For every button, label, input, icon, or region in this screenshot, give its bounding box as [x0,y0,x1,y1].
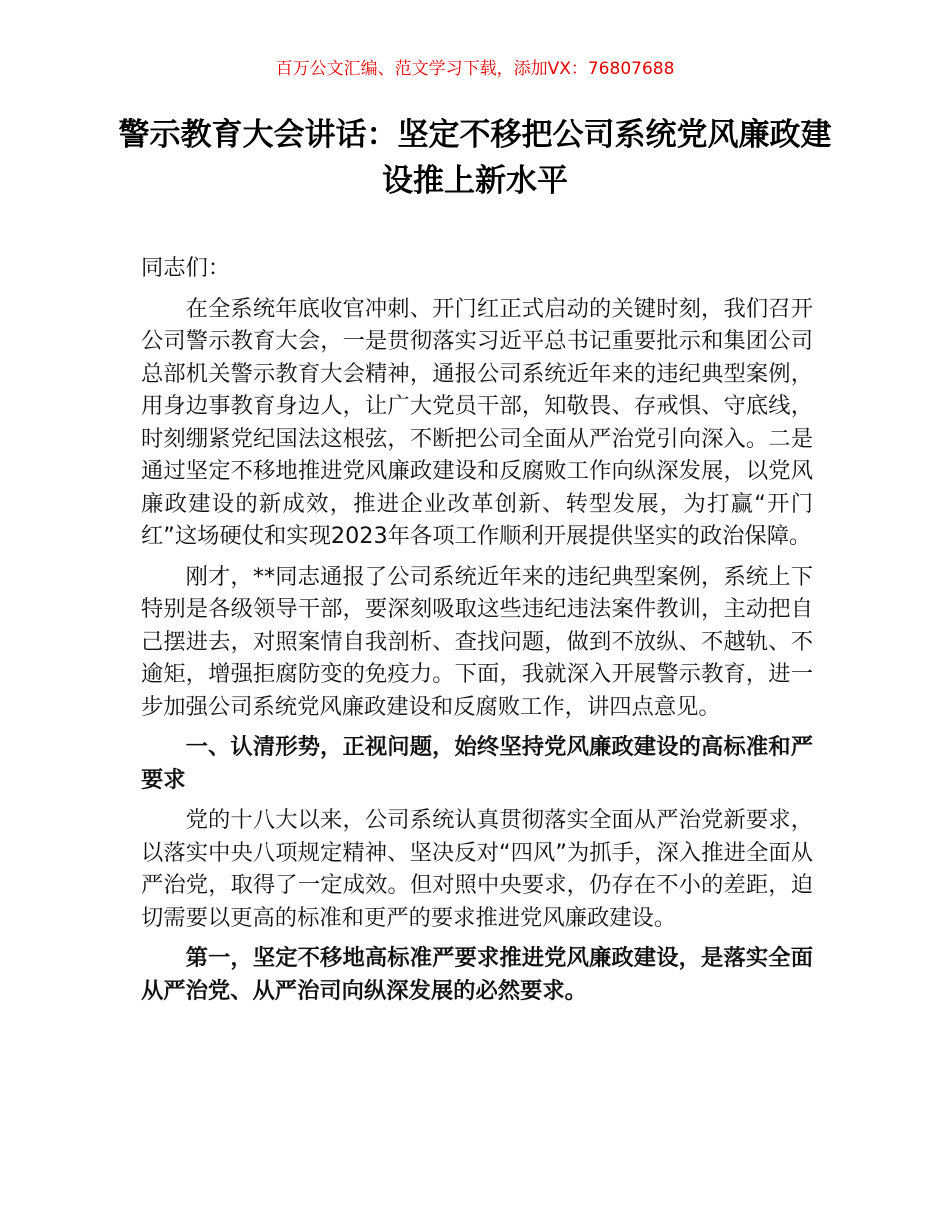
subheading-first: 第一，坚定不移地高标准严要求推进党风廉政建设，是落实全面从严治党、从严治司向纵深发展的必然要求。 [141,945,813,1004]
watermark-banner: 百万公文汇编、范文学习下载，添加VX：76807688 [275,59,675,79]
document-title: 警示教育大会讲话：坚定不移把公司系统党风廉政建设推上新水平 [118,117,832,199]
salutation: 同志们： [141,255,231,281]
section-heading-1: 一、认清形势，正视问题，始终坚持党风廉政建设的高标准和严要求 [141,734,813,793]
paragraph-intro: 在全系统年底收官冲刺、开门红正式启动的关键时刻，我们召开公司警示教育大会，一是贯彻落实习近平总书记重要批示和集团公司总部机关警示教育大会精神，通报公司系统近年来的违纪典型案例，用身边事教育身边人，让广大党员干部，知敬畏、存戒惧、守底线，时刻绷紧党纪国法这根弦，不断把公司全面从严治党引向深入。二是通过坚定不移地推进党风廉政建设和反腐败工作向纵深发展，以党风廉政建设的新成效，推进企业改革创新、转型发展，为打赢“开门红”这场硬仗和实现2023年各项工作顺利开展提供坚实的政治保障。 [141,295,813,549]
document-body [141,252,813,1015]
paragraph-case-report: 刚才，**同志通报了公司系统近年来的违纪典型案例，系统上下特别是各级领导干部，要深刻吸取这些违纪违法案件教训，主动把自己摆进去，对照案情自我剖析、查找问题，做到不放纵、不越轨、不逾矩，增强拒腐防变的免疫力。下面，我就深入开展警示教育，进一步加强公司系统党风廉政建设和反腐败工作，讲四点意见。 [141,563,813,720]
paragraph-section-1: 党的十八大以来，公司系统认真贯彻落实全面从严治党新要求，以落实中央八项规定精神、坚决反对“四风”为抓手，深入推进全面从严治党，取得了一定成效。但对照中央要求，仍存在不小的差距，迫切需要以更高的标准和更严的要求推进党风廉政建设。 [141,807,813,931]
